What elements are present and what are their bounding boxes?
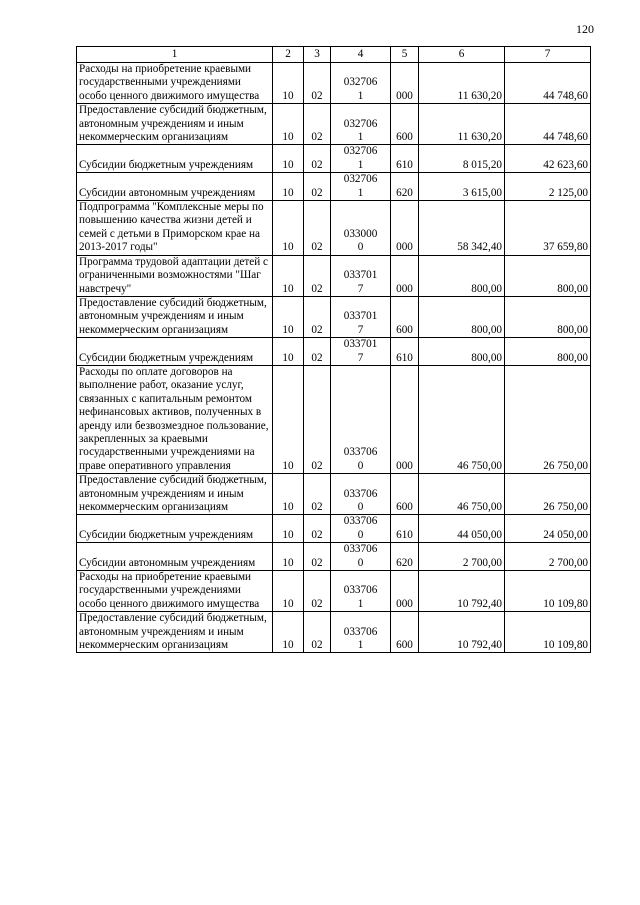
section-code: 10 [273,474,304,515]
amount-year-1: 3 615,00 [419,173,505,201]
expense-type-code: 000 [391,201,419,256]
row-description: Предоставление субсидий бюджетным, автономным учреждениям и иным некоммерческим организациям [77,612,273,653]
budget-table [76,46,591,653]
subsection-code: 02 [304,145,331,173]
amount-year-2: 10 109,80 [505,612,591,653]
amount-year-1: 44 050,00 [419,515,505,543]
section-code: 10 [273,571,304,612]
amount-year-2: 800,00 [505,296,591,337]
target-article-code: 033706 0 [331,543,391,571]
subsection-code: 02 [304,543,331,571]
expense-type-code: 600 [391,296,419,337]
column-header: 2 [273,47,304,63]
table-row [77,173,591,201]
row-description: Субсидии бюджетным учреждениям [77,338,273,366]
expense-type-code: 600 [391,612,419,653]
section-code: 10 [273,255,304,296]
amount-year-2: 26 750,00 [505,474,591,515]
table-row [77,543,591,571]
target-article-code: 033706 0 [331,474,391,515]
section-code: 10 [273,173,304,201]
section-code: 10 [273,365,304,473]
target-article-code: 033706 1 [331,571,391,612]
target-article-code: 032706 1 [331,104,391,145]
table-row [77,145,591,173]
table-row [77,255,591,296]
expense-type-code: 610 [391,515,419,543]
section-code: 10 [273,201,304,256]
section-code: 10 [273,515,304,543]
amount-year-1: 11 630,20 [419,104,505,145]
subsection-code: 02 [304,571,331,612]
amount-year-2: 44 748,60 [505,104,591,145]
section-code: 10 [273,145,304,173]
table-row [77,338,591,366]
table-row [77,201,591,256]
row-description: Программа трудовой адаптации детей с ограниченными возможностями "Шаг навстречу" [77,255,273,296]
column-header: 7 [505,47,591,63]
table-row [77,365,591,473]
section-code: 10 [273,338,304,366]
expense-type-code: 620 [391,173,419,201]
row-description: Предоставление субсидий бюджетным, автономным учреждениям и иным некоммерческим организациям [77,474,273,515]
amount-year-1: 2 700,00 [419,543,505,571]
expense-type-code: 620 [391,543,419,571]
amount-year-1: 800,00 [419,296,505,337]
subsection-code: 02 [304,296,331,337]
amount-year-2: 800,00 [505,338,591,366]
table-row [77,571,591,612]
row-description: Субсидии автономным учреждениям [77,543,273,571]
subsection-code: 02 [304,104,331,145]
target-article-code: 032706 1 [331,145,391,173]
section-code: 10 [273,543,304,571]
column-header: 4 [331,47,391,63]
table-row [77,474,591,515]
subsection-code: 02 [304,255,331,296]
row-description: Предоставление субсидий бюджетным, автономным учреждениям и иным некоммерческим организациям [77,296,273,337]
row-description: Субсидии бюджетным учреждениям [77,145,273,173]
amount-year-1: 58 342,40 [419,201,505,256]
subsection-code: 02 [304,173,331,201]
subsection-code: 02 [304,612,331,653]
amount-year-1: 11 630,20 [419,63,505,104]
expense-type-code: 000 [391,571,419,612]
amount-year-2: 24 050,00 [505,515,591,543]
amount-year-2: 42 623,60 [505,145,591,173]
expense-type-code: 000 [391,63,419,104]
table-row [77,612,591,653]
table-header-row [77,47,591,63]
target-article-code: 033706 0 [331,365,391,473]
row-description: Предоставление субсидий бюджетным, автономным учреждениям и иным некоммерческим организациям [77,104,273,145]
subsection-code: 02 [304,338,331,366]
section-code: 10 [273,104,304,145]
amount-year-2: 800,00 [505,255,591,296]
expense-type-code: 610 [391,338,419,366]
amount-year-1: 10 792,40 [419,612,505,653]
expense-type-code: 600 [391,104,419,145]
amount-year-1: 10 792,40 [419,571,505,612]
amount-year-2: 10 109,80 [505,571,591,612]
amount-year-1: 46 750,00 [419,474,505,515]
amount-year-1: 800,00 [419,255,505,296]
amount-year-1: 46 750,00 [419,365,505,473]
table-row [77,296,591,337]
target-article-code: 032706 1 [331,63,391,104]
target-article-code: 033706 0 [331,515,391,543]
target-article-code: 033701 7 [331,255,391,296]
row-description: Расходы по оплате договоров на выполнение работ, оказание услуг, связанных с капитальным ремонтом нефинансовых активов, полученных в аренду или безвозмездное пользование, закрепленных за краевыми государственными учреждениями на праве оперативного управления [77,365,273,473]
expense-type-code: 000 [391,365,419,473]
target-article-code: 033706 1 [331,612,391,653]
amount-year-2: 26 750,00 [505,365,591,473]
row-description: Расходы на приобретение краевыми государственными учреждениями особо ценного движимого имущества [77,571,273,612]
section-code: 10 [273,612,304,653]
amount-year-1: 800,00 [419,338,505,366]
page-number: 120 [576,22,594,36]
expense-type-code: 610 [391,145,419,173]
target-article-code: 033000 0 [331,201,391,256]
subsection-code: 02 [304,63,331,104]
row-description: Субсидии автономным учреждениям [77,173,273,201]
table-row [77,63,591,104]
amount-year-2: 44 748,60 [505,63,591,104]
amount-year-2: 2 125,00 [505,173,591,201]
column-header: 3 [304,47,331,63]
table-row [77,104,591,145]
section-code: 10 [273,296,304,337]
column-header: 6 [419,47,505,63]
column-header: 5 [391,47,419,63]
column-header: 1 [77,47,273,63]
expense-type-code: 600 [391,474,419,515]
amount-year-2: 37 659,80 [505,201,591,256]
table-body [77,63,591,653]
row-description: Расходы на приобретение краевыми государственными учреждениями особо ценного движимого имущества [77,63,273,104]
row-description: Подпрограмма "Комплексные меры по повышению качества жизни детей и семей с детьми в Приморском крае на 2013-2017 годы" [77,201,273,256]
row-description: Субсидии бюджетным учреждениям [77,515,273,543]
expense-type-code: 000 [391,255,419,296]
subsection-code: 02 [304,515,331,543]
subsection-code: 02 [304,365,331,473]
amount-year-1: 8 015,20 [419,145,505,173]
target-article-code: 032706 1 [331,173,391,201]
amount-year-2: 2 700,00 [505,543,591,571]
target-article-code: 033701 7 [331,338,391,366]
target-article-code: 033701 7 [331,296,391,337]
subsection-code: 02 [304,474,331,515]
subsection-code: 02 [304,201,331,256]
table-row [77,515,591,543]
section-code: 10 [273,63,304,104]
